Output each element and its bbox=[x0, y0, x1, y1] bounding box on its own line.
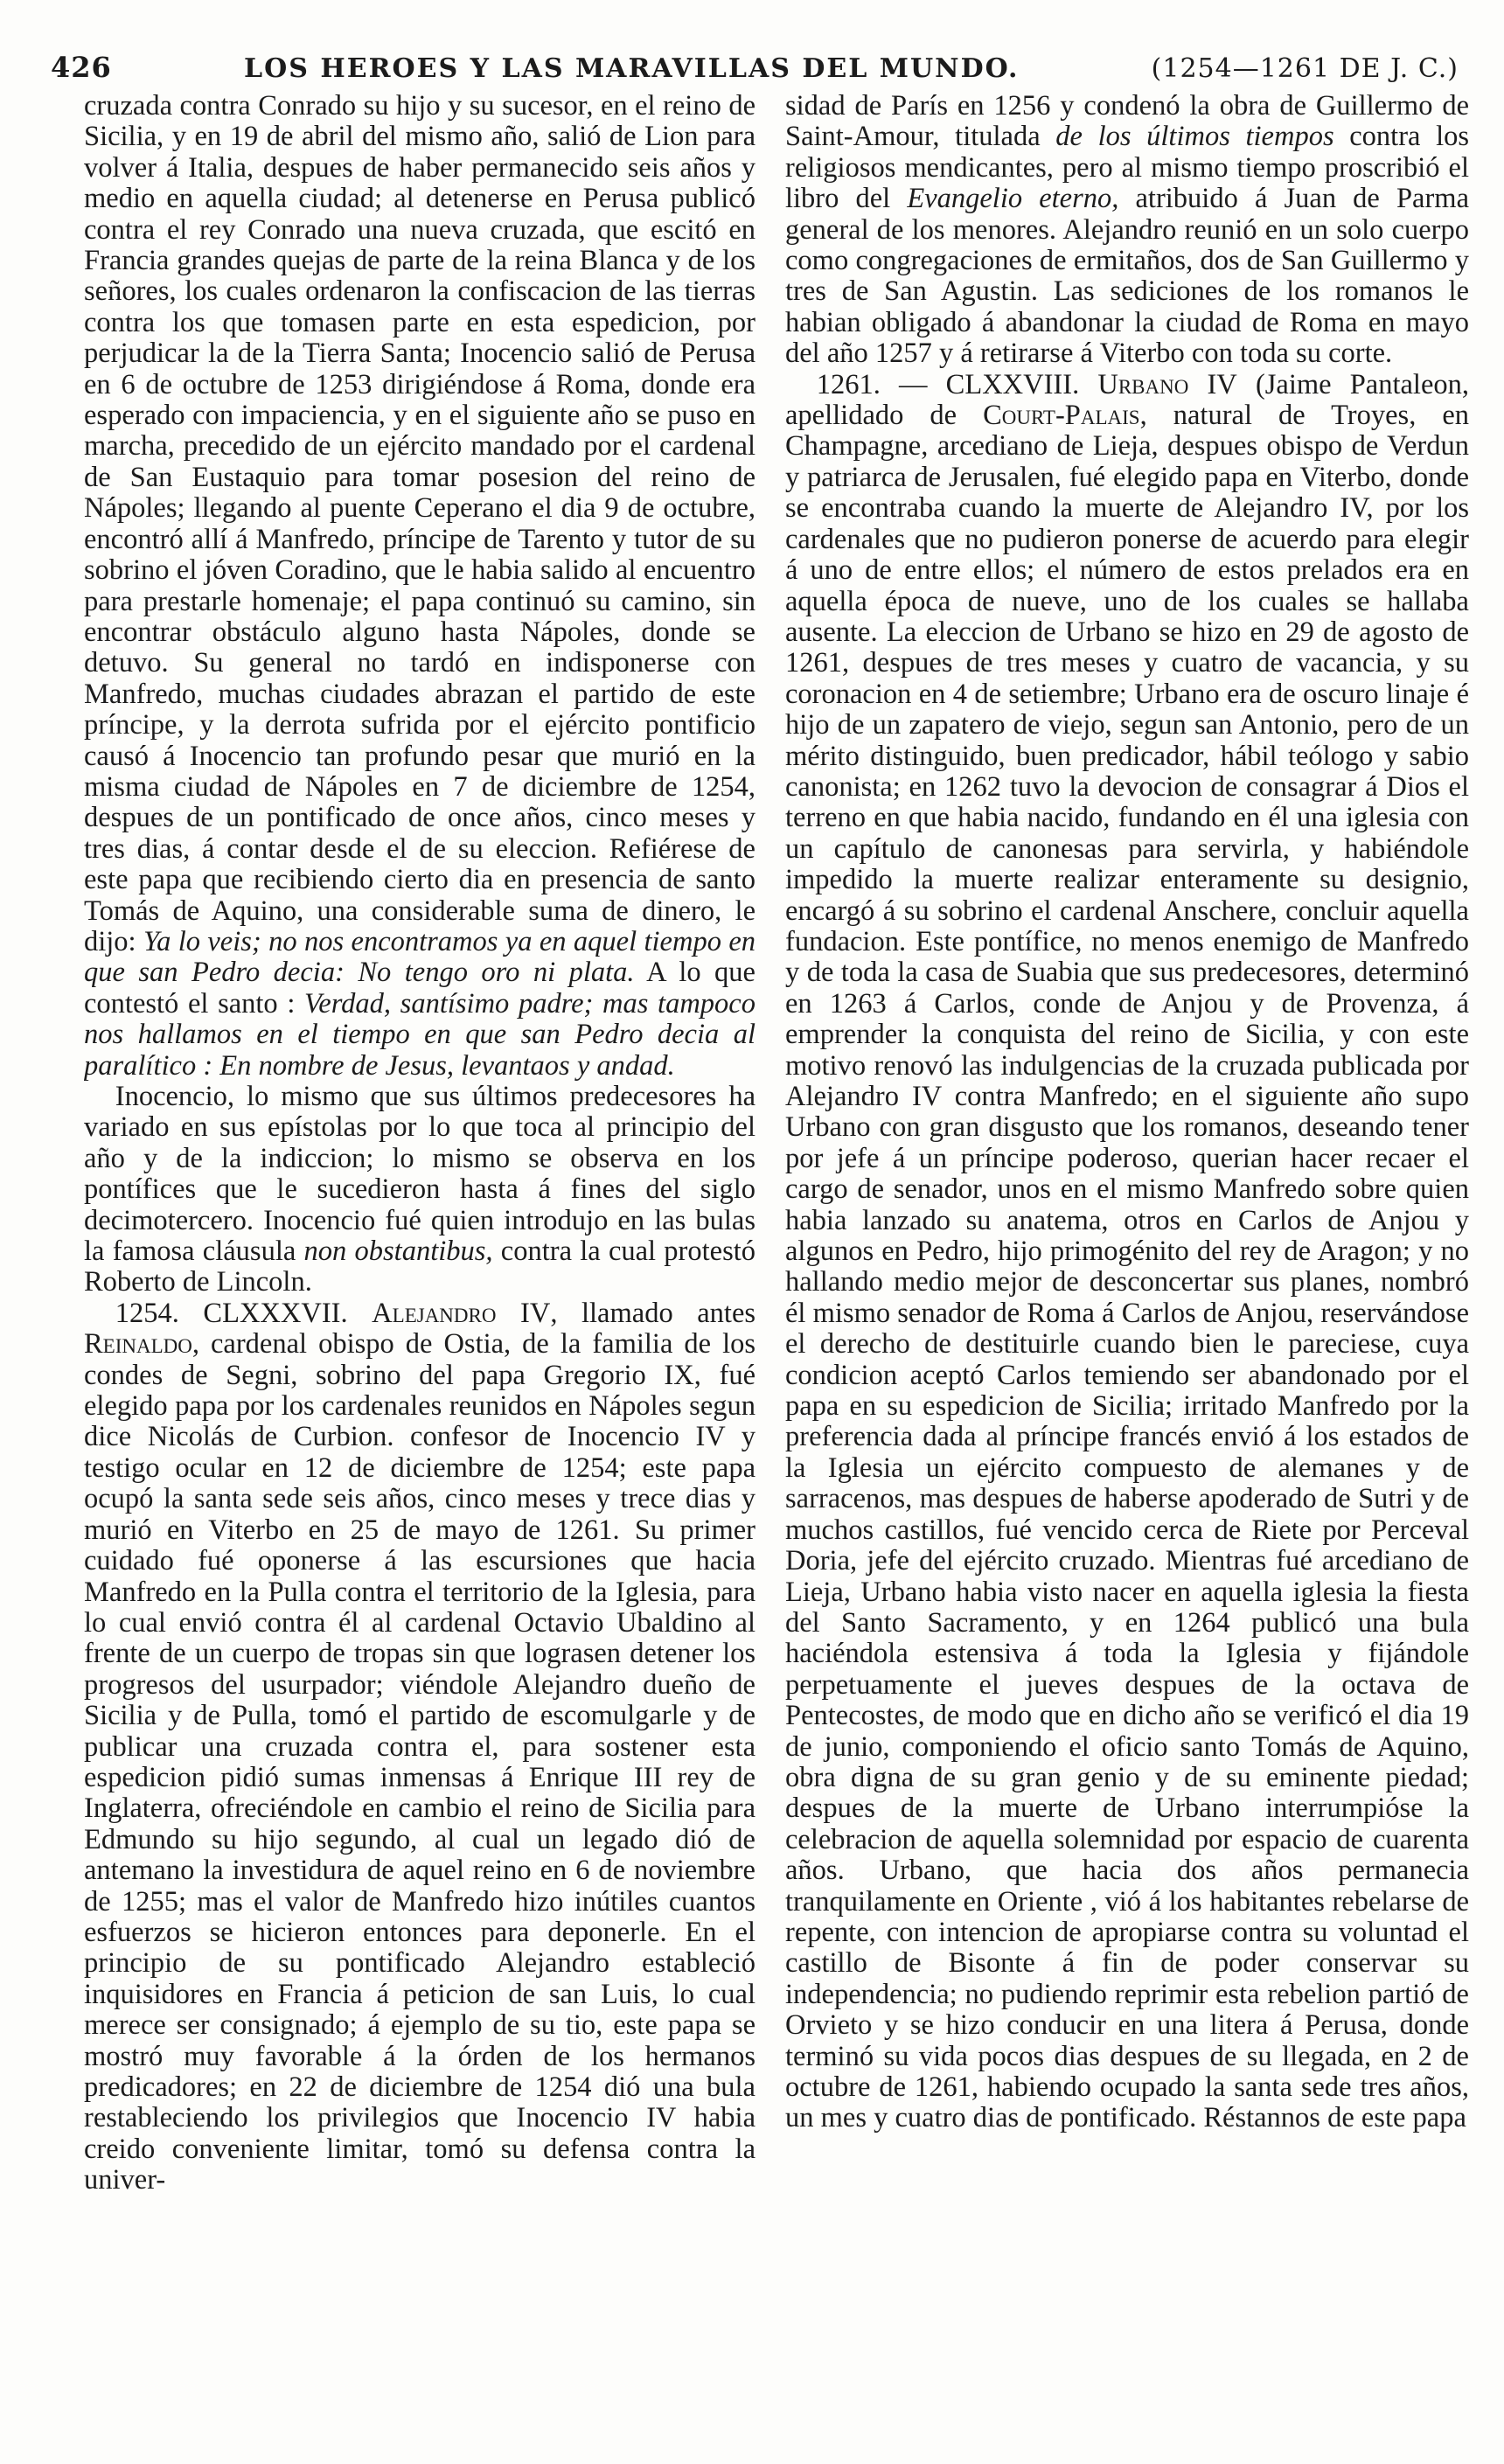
pope-name: Alejandro IV bbox=[372, 1297, 551, 1329]
text-run: cruzada contra Conrado su hijo y su sucesor, en el reino de Sicilia, y en 19 de abril del mismo año, salió de Lion para volver á Italia, despues de haber permanecido seis años y medio en aquella ciudad; al detenerse en Perusa publicó contra el rey Conrado una nueva cruzada, que escitó en Francia grandes quejas de parte de la reina Blanca y de los señores, los cuales ordenaron la confiscacion de las tierras contra los que tomasen parte en esta espedicion, por perjudicar la de la Tierra Santa; Inocencio salió de Perusa en 6 de octubre de 1253 dirigiéndose á Roma, donde era esperado con impaciencia, y en el siguiente año se puso en marcha, precedido de un ejército mandado por el cardenal de San Eustaquio para tomar posesion del reino de Nápoles; llegando al puente Ceperano el dia 9 de octubre, encontró allí á Manfredo, príncipe de Tarento y tutor de su sobrino el jóven Coradino, que le habia salido al encuentro para prestarle homenaje; el papa continuó su camino, sin encontrar obstáculo alguno hasta Nápoles, donde se detuvo. Su general no tardó en indisponerse con Manfredo, muchas ciudades abrazan el partido de este príncipe, y la derrota sufrida por el ejército pontificio causó á Inocencio tan profundo pesar que murió en la misma ciudad de Nápoles en 7 de diciembre de 1254, despues de un pontificado de once años, cinco meses y tres dias, á contar desde el de su eleccion. Refiérese de este papa que recibiendo cierto dia en presencia de santo Tomás de Aquino, una considerable suma de dinero, le dijo: bbox=[84, 91, 755, 957]
quote-italic: Verdad, santísimo padre; mas tampoco nos hallamos en el tiempo en que san Pedro decia al paralítico : En nombre de Jesus, levantaos y andad. bbox=[84, 987, 755, 1082]
date-range: (1254—1261 DE J. C.) bbox=[1151, 53, 1459, 84]
paragraph-innocent-iv bbox=[84, 91, 755, 1082]
book-title: Evangelio eterno, bbox=[907, 183, 1119, 215]
page-header bbox=[0, 51, 1504, 86]
paragraph-epistles bbox=[84, 1082, 755, 1298]
running-head: LOS HEROES Y LAS MARAVILLAS DEL MUNDO. bbox=[244, 53, 1020, 84]
paragraph-urban-iv bbox=[785, 370, 1469, 2134]
page-number: 426 bbox=[51, 51, 112, 84]
text-run: , llamado antes bbox=[550, 1297, 755, 1329]
left-column bbox=[84, 91, 755, 2440]
birth-name: Court-Palais bbox=[983, 400, 1140, 432]
text-run: sidad de París en 1256 y condenó la obra de Guillermo de Saint-Amour, titulada bbox=[785, 91, 1469, 153]
birth-name: Reinaldo bbox=[84, 1328, 192, 1361]
book-title: de los últimos tiempos bbox=[1055, 121, 1334, 153]
text-run: (Jaime Pantaleon, apellidado de bbox=[785, 368, 1469, 432]
entry-number: 1261. — CLXXVIII. bbox=[816, 368, 1080, 400]
pope-name: Urbano IV bbox=[1097, 368, 1237, 400]
paragraph-alexander-iv bbox=[84, 1298, 755, 2196]
text-run: , natural de Troyes, en Champagne, arcediano de Lieja, despues obispo de Verdun y patriarca de Jerusalen, fué elegido papa en Viterbo, donde se encontraba cuando la muerte de Alejandro IV, por los cardenales que no pudieron ponerse de acuerdo para elegir á uno de entre ellos; el número de estos prelados era en aquella época de nueve, uno de los cuales se hallaba ausente. La eleccion de Urbano se hizo en 29 de agosto de 1261, despues de tres meses y cuatro de vacancia, y su coronacion en 4 de setiembre; Urbano era de oscuro linaje é hijo de un zapatero de viejo, segun san Antonio, pero de un mérito distinguido, buen predicador, hábil teólogo y sabio canonista; en 1262 tuvo la devocion de consagrar á Dios el terreno en que habia nacido, fundando en él una iglesia con un capítulo de canonesas para servirla, y habiéndole impedido la muerte realizar enteramente su designio, encargó á su sobrino el cardenal Anschere, concluir aquella fundacion. Este pontífice, no menos enemigo de Manfredo y de toda la casa de Suabia que sus predecesores, determinó en 1263 á Carlos, conde de Anjou y de Provenza, á emprender la conquista del reino de Sicilia, y con este motivo renovó las indulgencias de la cruzada publicada por Alejandro IV contra Manfredo; en el siguiente año supo Urbano con gran disgusto que los romanos, deseando tener por jefe á un príncipe poderoso, querian hacer recaer el cargo de senador, unos en el mismo Manfredo sobre quien habia lanzado su anatema, otros en Carlos de Anjou y algunos en Pedro, hijo primogénito del rey de Aragon; y no hallando medio mejor de desconcertar sus planes, nombró él mismo senador de Roma á Carlos de Anjou, reservándose el derecho de destituirle cuando bien le pareciese, cuya condicion aceptó Carlos temiendo ser abandonado por el papa en su espedicion de Sicilia; irritado Manfredo por la preferencia dada al príncipe francés envió á los estados de la Iglesia un ejército compuesto de alemanes y de sarracenos, mas despues de haberse apoderado de Sutri y de muchos castillos, fué vencido cerca de Riete por Perceval Doria, jefe del ejército cruzado. Mientras fué arcediano de Lieja, Urbano habia visto nacer en aquella iglesia la fiesta del Santo Sacramento, y en 1264 publicó una bula haciéndola estensiva á toda la Iglesia y fijándole perpetuamente el jueves despues de la octava de Pentecostes, de modo que en dicho año se verificó el dia 19 de junio, componiendo el oficio santo Tomás de Aquino, obra digna de su gran genio y de su eminente piedad; despues de la muerte de Urbano interrumpióse la celebracion de aquella solemnidad por espacio de cuarenta años. Urbano, que hacia dos años permanecia tranquilamente en Oriente , vió á los habitantes rebelarse de repente, con intencion de apropiarse contra su voluntad el castillo de Bisonte á fin de poder conservar su independencia; no pudiendo reprimir esta rebelion partió de Orvieto y se hizo conducir en una litera á Perusa, donde terminó su vida pocos dias despues de su llegada, en 2 de octubre de 1261, habiendo ocupado la santa sede tres años, un mes y cuatro dias de pontificado. Réstannos de este papa bbox=[785, 400, 1469, 2134]
text-run: atribuido á Juan de Parma general de los menores. Alejandro reunió en un solo cuerpo como congregaciones de ermitaños, dos de San Guillermo y tres de San Agustin. Las sediciones de los romanos le habian obligado á abandonar la ciudad de Roma en mayo del año 1257 y á retirarse á Viterbo con toda su corte. bbox=[785, 183, 1469, 370]
term-italic: non obstantibus, bbox=[303, 1235, 493, 1268]
text-run: A lo que contestó el santo : bbox=[84, 957, 755, 1020]
text-run: contra la cual protestó Roberto de Lincoln. bbox=[84, 1235, 755, 1298]
right-column bbox=[785, 91, 1469, 2440]
text-run: contra los religiosos mendicantes, pero al mismo tiempo proscribió el libro del bbox=[785, 121, 1469, 215]
quote-italic: Ya lo veis; no nos encontramos ya en aquel tiempo en que san Pedro decia: No tengo oro ni plata. bbox=[84, 925, 755, 989]
text-run: Inocencio, lo mismo que sus últimos predecesores ha variado en sus epístolas por lo que toca al principio del año y de la indiccion; lo mismo se observa en los pontífices que le sucedieron hasta á fines del siglo decimotercero. Inocencio fué quien introdujo en las bulas la famosa cláusula bbox=[84, 1081, 755, 1268]
text-run: , cardenal obispo de Ostia, de la familia de los condes de Segni, sobrino del papa Gregorio IX, fué elegido papa por los cardenales reunidos en Nápoles segun dice Nicolás de Curbion. confesor de Inocencio IV y testigo ocular en 12 de diciembre de 1254; este papa ocupó la santa sede seis años, cinco meses y trece dias y murió en Viterbo en 25 de mayo de 1261. Su primer cuidado fué oponerse á las escursiones que hacia Manfredo en la Pulla contra el territorio de la Iglesia, para lo cual envió contra él al cardenal Octavio Ubaldino al frente de un cuerpo de tropas sin que lograsen detener los progresos del usurpador; viéndole Alejandro dueño de Sicilia y de Pulla, tomó el partido de escomulgarle y de publicar una cruzada contra el, para sostener esta espedicion pidió sumas inmensas á Enrique III rey de Inglaterra, ofreciéndole en cambio el reino de Sicilia para Edmundo su hijo segundo, al cual un legado dió de antemano la investidura de aquel reino en 6 de noviembre de 1255; mas el valor de Manfredo hizo inútiles cuantos esfuerzos se hicieron entonces para deponerle. En el principio de su pontificado Alejandro estableció inquisidores en Francia á peticion de san Luis, lo cual merece ser consignado; á ejemplo de su tio, este papa se mostró muy favorable á la órden de los hermanos predicadores; en 22 de diciembre de 1254 dió una bula restableciendo los privilegios que Inocencio IV habia creido conveniente limitar, tomó su defensa contra la univer- bbox=[84, 1328, 755, 2196]
entry-number: 1254. CLXXXVII. bbox=[115, 1297, 348, 1329]
paragraph-alexander-cont bbox=[785, 91, 1469, 370]
